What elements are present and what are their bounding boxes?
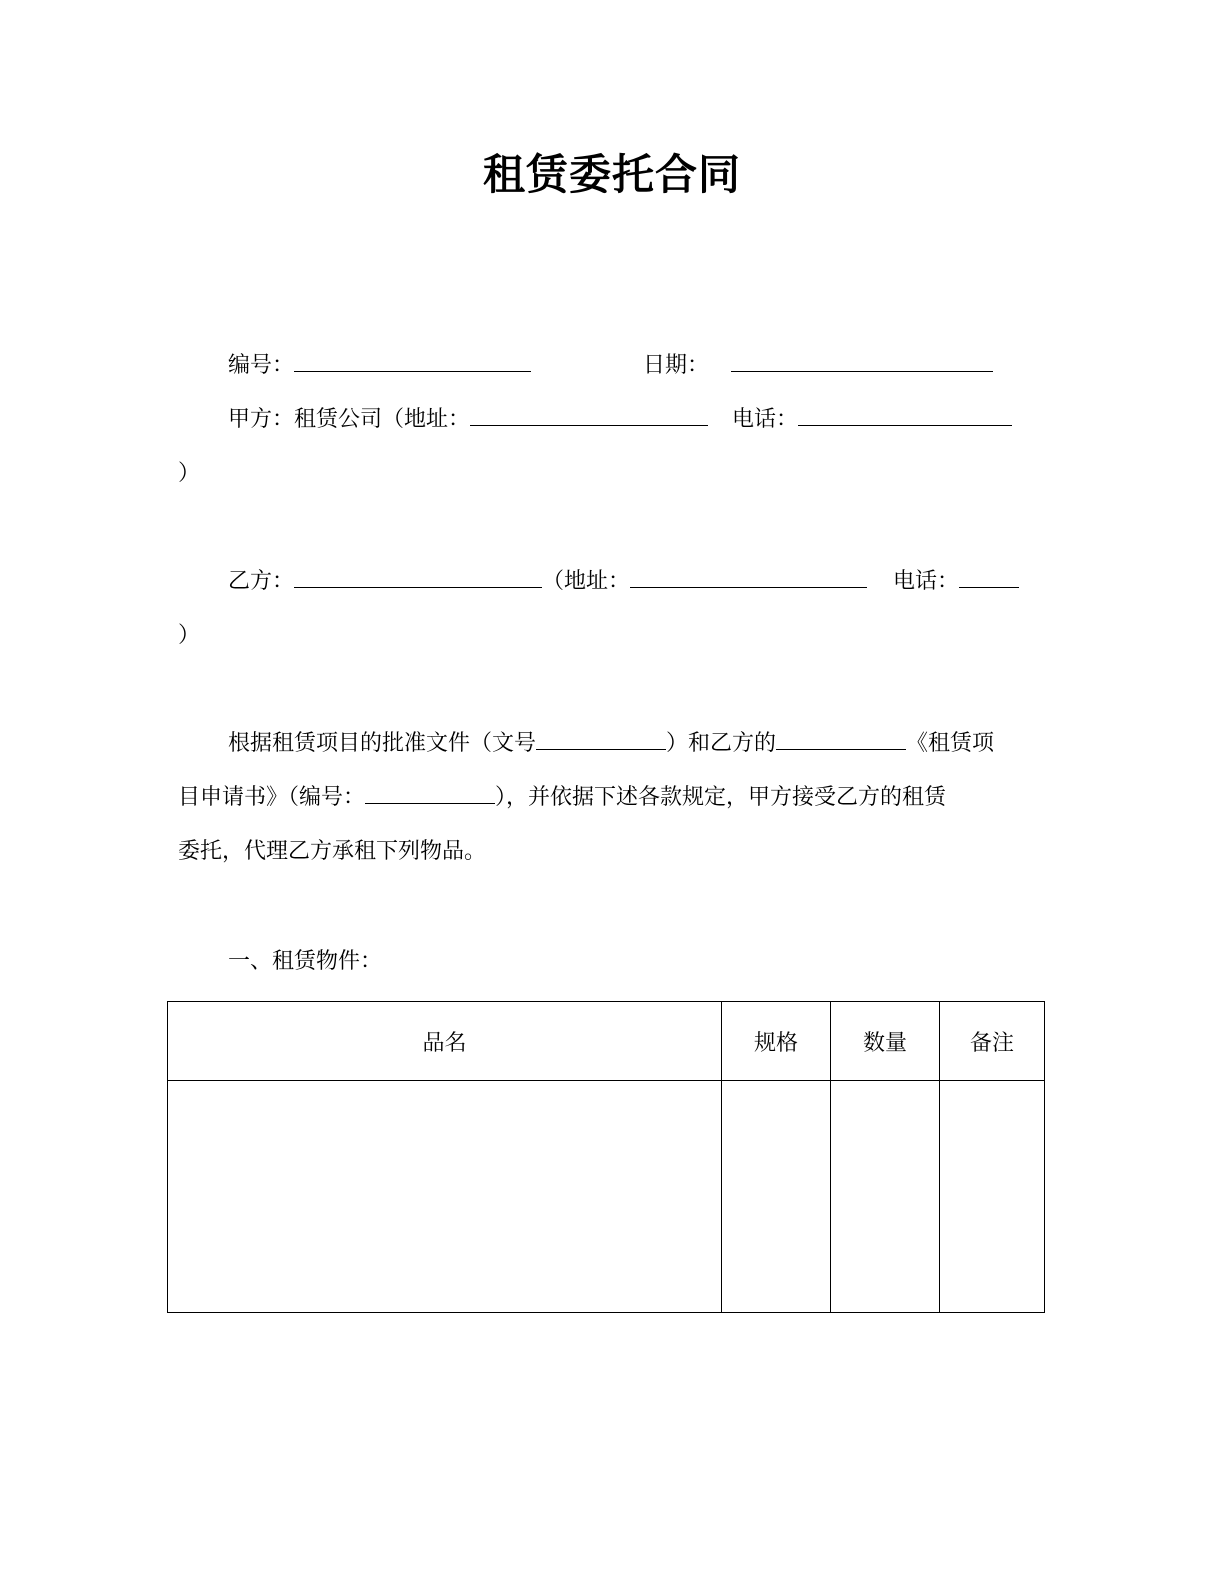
column-header-remarks: 备注 [940, 1002, 1045, 1081]
intro-line-2 [178, 782, 946, 814]
column-header-spec: 规格 [722, 1002, 831, 1081]
party-b-prefix: 乙方： [228, 569, 295, 594]
intro-line-1 [228, 728, 994, 760]
intro-text: ）和乙方的 [666, 731, 777, 756]
intro-text: 目申请书》（编号： [178, 785, 366, 810]
party-b-phone-label: 电话： [893, 569, 960, 594]
table-header-row [168, 1002, 1045, 1081]
intro-line-3: 委托，代理乙方承租下列物品。 [178, 839, 487, 864]
cell-spec[interactable] [722, 1081, 831, 1313]
party-b-phone-blank[interactable] [959, 567, 1019, 588]
party-a-close: ） [178, 461, 201, 486]
party-b-address-blank[interactable] [630, 567, 867, 588]
header-number-line [228, 350, 531, 382]
party-b-name-blank[interactable] [294, 567, 542, 588]
cell-remarks[interactable] [940, 1081, 1045, 1313]
party-a-phone-label: 电话： [732, 407, 799, 432]
section-1-heading: 一、租赁物件： [228, 949, 383, 974]
intro-text: ），并依据下述各款规定，甲方接受乙方的租赁 [495, 785, 947, 810]
party-a-address-blank[interactable] [470, 405, 708, 426]
party-a-line [228, 404, 1012, 436]
lease-items-table [167, 1001, 1045, 1313]
application-number-blank[interactable] [365, 783, 495, 804]
party-b-address-label: （地址： [542, 569, 631, 594]
table-row [168, 1081, 1045, 1313]
date-blank[interactable] [731, 351, 993, 372]
party-a-phone-blank[interactable] [798, 405, 1012, 426]
cell-name[interactable] [168, 1081, 722, 1313]
document-title: 租赁委托合同 [482, 150, 741, 199]
column-header-name: 品名 [168, 1002, 722, 1081]
cell-quantity[interactable] [831, 1081, 940, 1313]
column-header-quantity: 数量 [831, 1002, 940, 1081]
header-date-line [643, 350, 993, 382]
date-label: 日期： [643, 353, 710, 378]
number-label: 编号： [228, 353, 295, 378]
party-b-blank[interactable] [776, 729, 906, 750]
number-blank[interactable] [294, 351, 531, 372]
intro-text: 《租赁项 [906, 731, 995, 756]
party-a-prefix: 甲方：租赁公司（地址： [228, 407, 471, 432]
doc-number-blank[interactable] [536, 729, 666, 750]
party-b-close: ） [178, 623, 201, 648]
party-b-line [228, 566, 1019, 598]
intro-text: 根据租赁项目的批准文件（文号 [228, 731, 537, 756]
